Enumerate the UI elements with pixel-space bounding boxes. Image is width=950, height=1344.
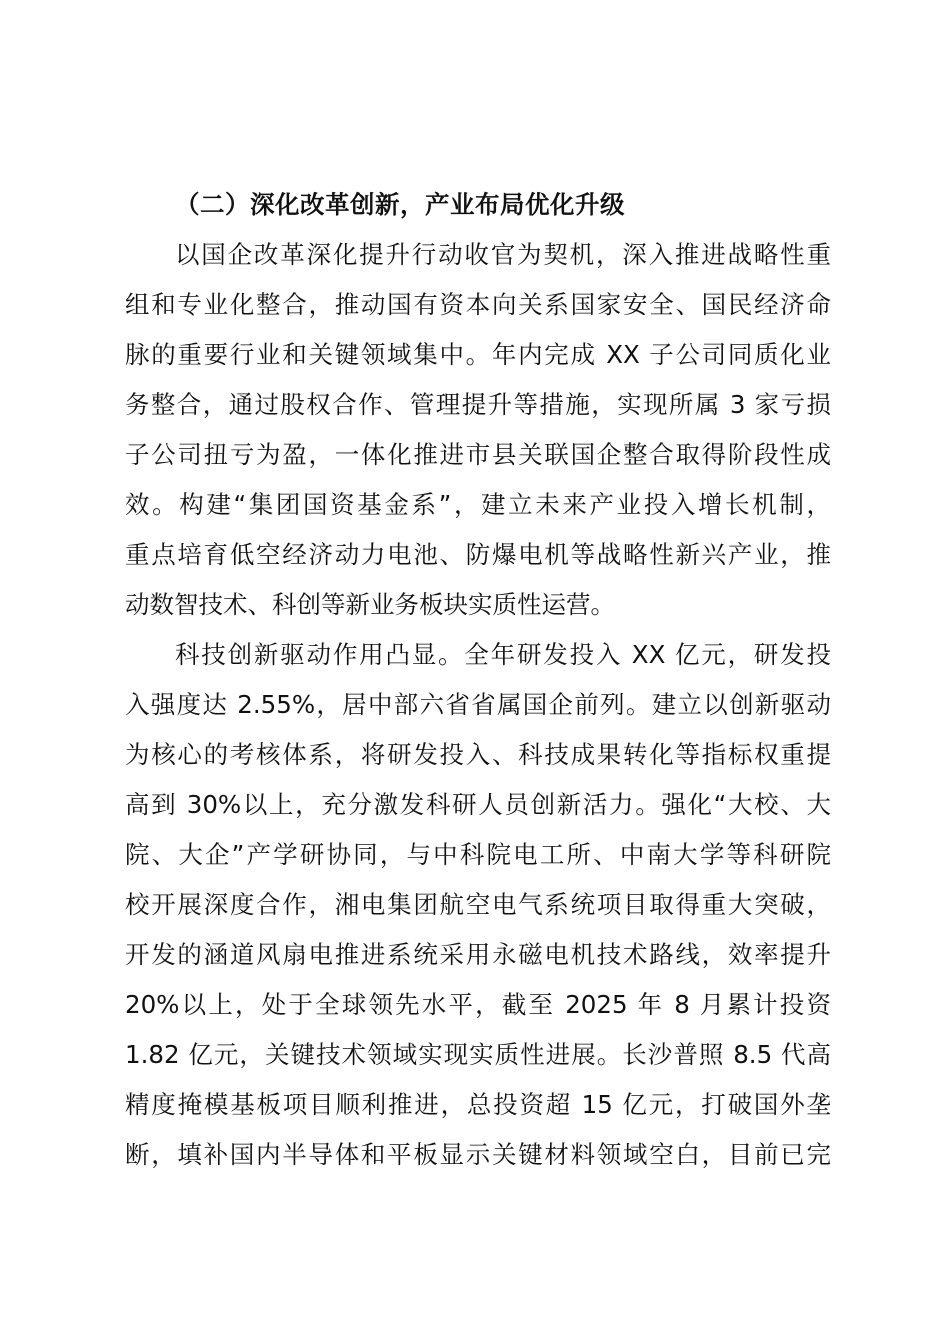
- paragraph-line: 入强度达 2.55%，居中部六省省属国企前列。建立以创新驱动: [125, 690, 831, 719]
- paragraph-line: 高到 30%以上，充分激发科研人员创新活力。强化“大校、大: [125, 790, 831, 819]
- paragraph-line: 脉的重要行业和关键领域集中。年内完成 XX 子公司同质化业: [125, 340, 831, 369]
- paragraph-line: 动数智技术、科创等新业务板块实质性运营。: [125, 590, 615, 619]
- paragraph-line: 子公司扭亏为盈，一体化推进市县关联国企整合取得阶段性成: [125, 440, 831, 469]
- paragraph-line: 1.82 亿元，关键技术领域实现实质性进展。长沙普照 8.5 代高: [125, 1040, 831, 1069]
- paragraph-line: 精度掩模基板项目顺利推进，总投资超 15 亿元，打破国外垄: [125, 1090, 831, 1119]
- paragraph-line: 开发的涵道风扇电推进系统采用永磁电机技术路线，效率提升: [125, 940, 831, 969]
- paragraph-line: 20%以上，处于全球领先水平，截至 2025 年 8 月累计投资: [125, 990, 831, 1019]
- paragraph-innovation: [125, 630, 831, 1180]
- paragraph-line: 科技创新驱动作用凸显。全年研发投入 XX 亿元，研发投: [175, 640, 831, 669]
- paragraph-line: 务整合，通过股权合作、管理提升等措施，实现所属 3 家亏损: [125, 390, 831, 419]
- paragraph-line: 校开展深度合作，湘电集团航空电气系统项目取得重大突破，: [125, 890, 831, 919]
- paragraph-line: 为核心的考核体系，将研发投入、科技成果转化等指标权重提: [125, 740, 831, 769]
- paragraph-line: 组和专业化整合，推动国有资本向关系国家安全、国民经济命: [125, 290, 831, 319]
- paragraph-line: 院、大企”产学研协同，与中科院电工所、中南大学等科研院: [125, 840, 831, 869]
- section-heading: （二）深化改革创新，产业布局优化升级: [175, 190, 625, 219]
- paragraph-line: 效。构建“集团国资基金系”，建立未来产业投入增长机制，: [125, 490, 831, 519]
- paragraph-line: 以国企改革深化提升行动收官为契机，深入推进战略性重: [175, 240, 831, 269]
- document-page: [125, 180, 831, 1180]
- paragraph-line: 断，填补国内半导体和平板显示关键材料领域空白，目前已完: [125, 1140, 831, 1169]
- paragraph-restructuring: [125, 230, 831, 630]
- paragraph-line: 重点培育低空经济动力电池、防爆电机等战略性新兴产业，推: [125, 540, 831, 569]
